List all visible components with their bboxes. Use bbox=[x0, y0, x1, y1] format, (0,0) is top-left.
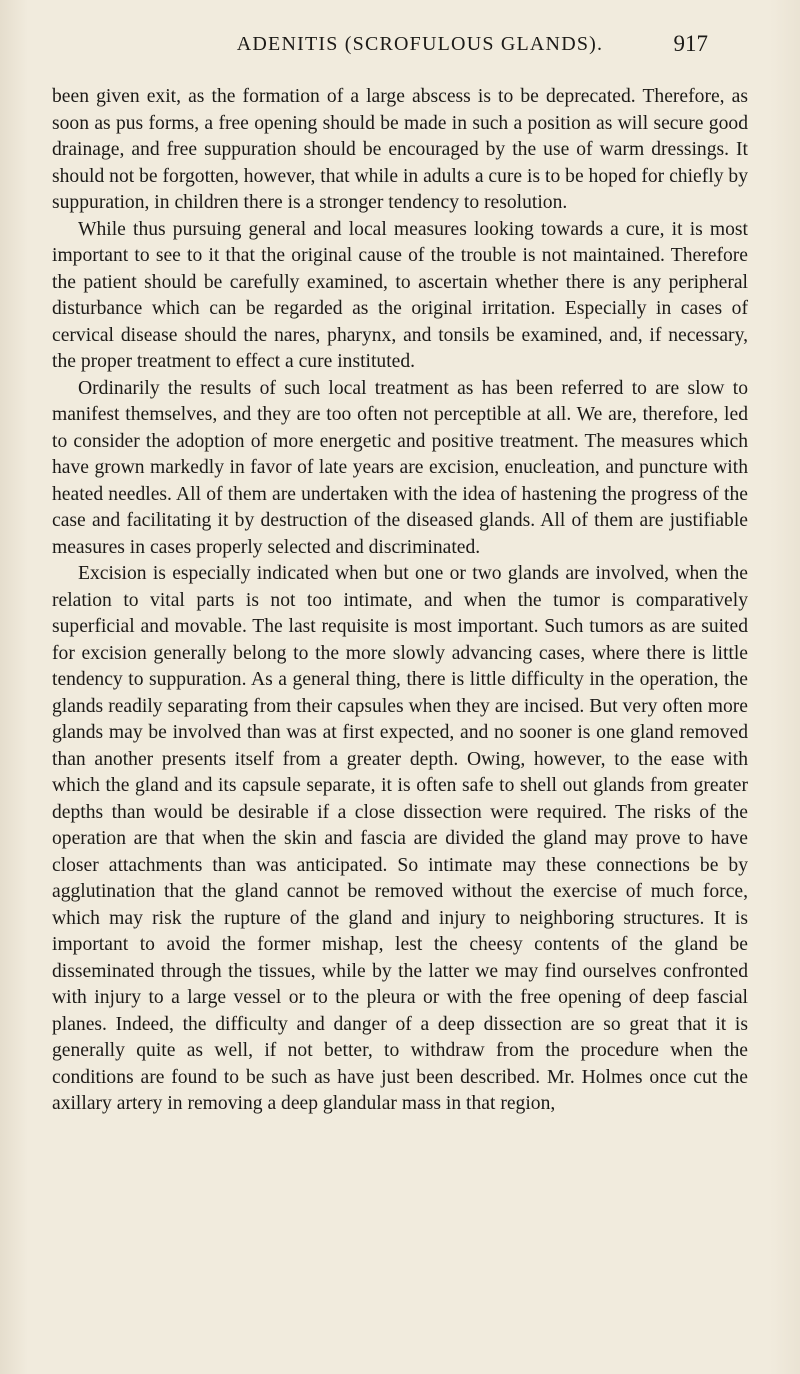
paragraph-original-cause: While thus pursuing general and local measures looking towards a cure, it is most important to see to it that the original cause of the trouble is not maintained. Therefore the patient should be carefully examined, to ascertain whether there is any peripheral disturbance which can be regarded as the original irritation. Especially in cases of cervical disease should the nares, pharynx, and tonsils be examined, and, if necessary, the proper treatment to effect a cure instituted. bbox=[52, 218, 748, 372]
paragraph-excision: Excision is especially indicated when but one or two glands are involved, when the relation to vital parts is not too intimate, and when the tumor is comparatively superficial and movable. The last requisite is most important. Such tumors as are suited for excision generally belong to the more slowly advancing cases, where there is little tendency to suppuration. As a general thing, there is little difficulty in the operation, the glands readily separating from their capsules when they are incised. But very often more glands may be involved than was at first expected, and no sooner is one gland removed than another presents itself from a greater depth. Owing, however, to the ease with which the gland and its capsule separate, it is often safe to shell out glands from greater depths than would be desirable if a close dissection were required. The risks of the operation are that when the skin and fascia are divided the gland may prove to have closer attachments than was anticipated. So intimate may these connections be by agglutination that the gland cannot be removed without the exercise of much force, which may risk the rupture of the gland and injury to neighboring structures. It is important to avoid the former mishap, lest the cheesy contents of the gland be disseminated through the tissues, while by the latter we may find ourselves confronted with injury to a large vessel or to the pleura or with the free opening of deep fascial planes. Indeed, the difficulty and danger of a deep dissection are so great that it is generally quite as well, if not better, to withdraw from the procedure when the conditions are found to be such as have just been described. Mr. Holmes once cut the axillary artery in removing a deep glandular mass in that region, bbox=[52, 563, 748, 1114]
running-title: ADENITIS (SCROFULOUS GLANDS). bbox=[236, 33, 604, 55]
paragraph-energetic-treatment: Ordinarily the results of such local treatment as has been referred to are slow to manifest themselves, and they are too often not perceptible at all. We are, therefore, led to consider the adoption of more energetic and positive treatment. The measures which have grown markedly in favor of late years are excision, enucleation, and puncture with heated needles. All of them are undertaken with the idea of hastening the progress of the case and facilitating it by destruction of the diseased glands. All of them are justifiable measures in cases properly selected and discriminated. bbox=[52, 377, 748, 558]
paragraph-continuation: been given exit, as the formation of a large abscess is to be deprecated. Therefore, as soon as pus forms, a free opening should be made in such a position as will secure good drainage, and free suppuration should be encouraged by the use of warm dressings. It should not be forgotten, however, that while in adults a cure is to be hoped for chiefly by suppuration, in children there is a stronger tendency to resolution. bbox=[52, 86, 748, 213]
body-text bbox=[52, 84, 748, 1118]
page-number: 917 bbox=[673, 31, 708, 56]
running-head bbox=[52, 24, 748, 64]
